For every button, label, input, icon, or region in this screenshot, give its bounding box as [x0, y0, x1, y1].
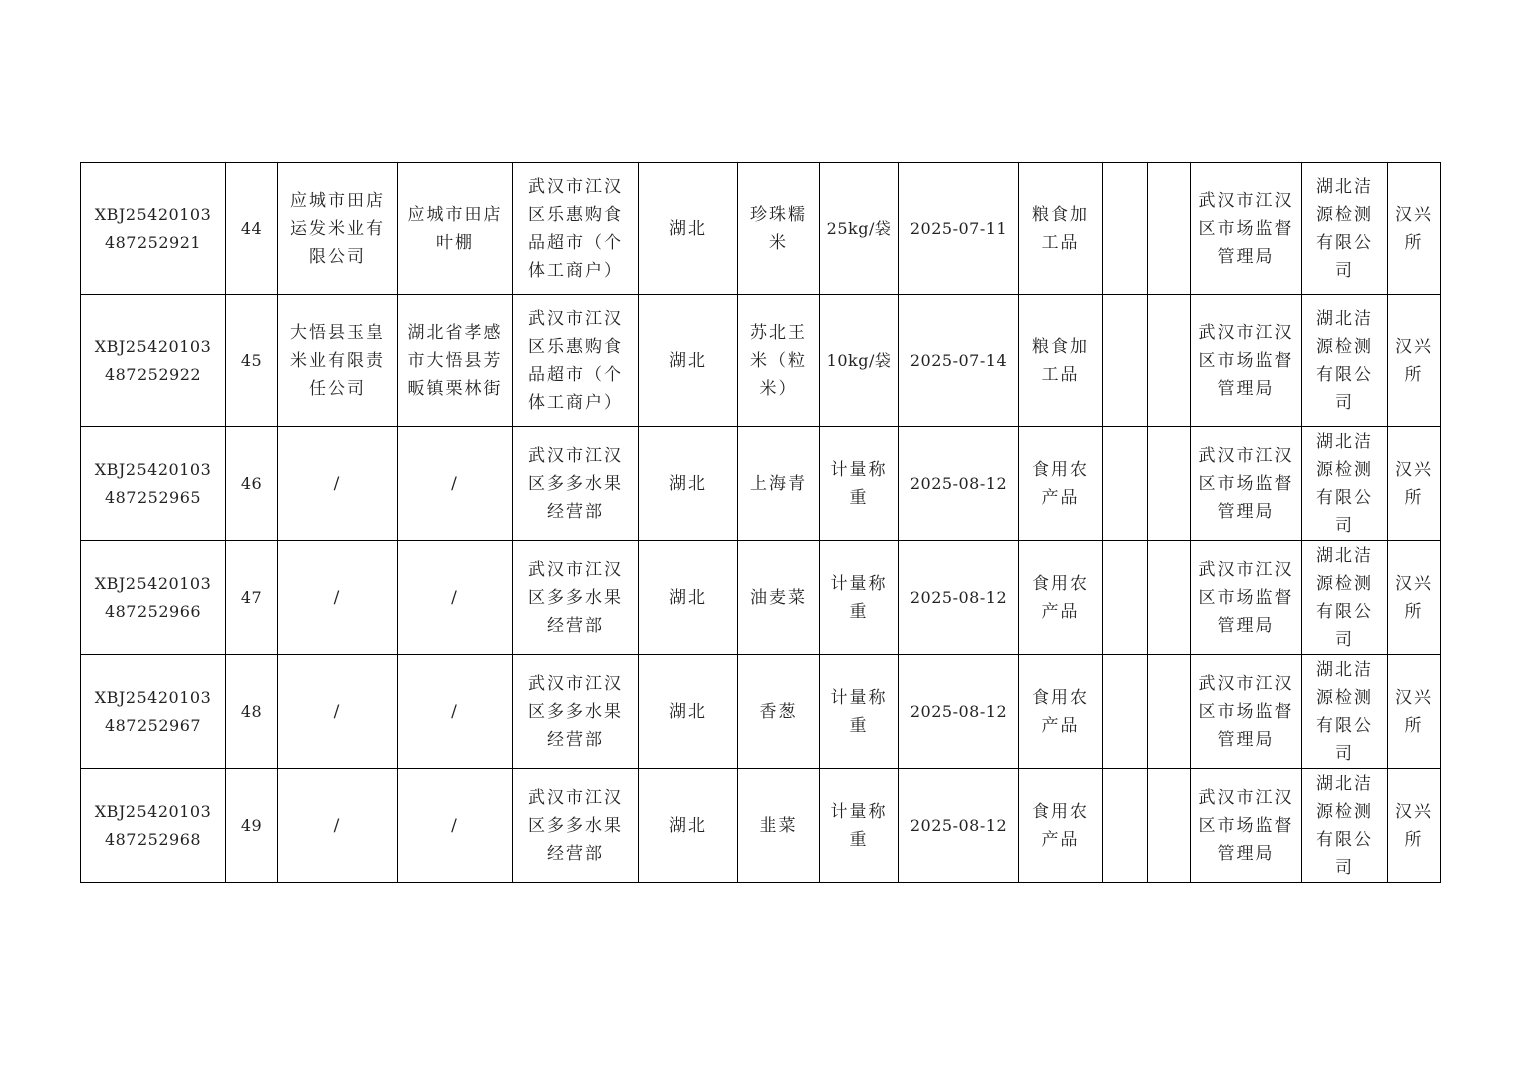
document-page [80, 162, 1440, 883]
office-cell: 汉兴所 [1388, 769, 1441, 883]
sequence-cell: 49 [226, 769, 278, 883]
spec-cell: 计量称重 [820, 769, 899, 883]
producer-address-cell: / [398, 427, 513, 541]
producer-cell: / [278, 427, 398, 541]
producer-address-cell: 应城市田店叶棚 [398, 163, 513, 295]
category-cell: 粮食加工品 [1019, 295, 1103, 427]
sampling-results-table [80, 162, 1441, 883]
table-row [81, 163, 1441, 295]
table-row [81, 655, 1441, 769]
producer-cell: / [278, 541, 398, 655]
category-cell: 食用农产品 [1019, 541, 1103, 655]
empty-cell [1148, 541, 1191, 655]
category-cell: 食用农产品 [1019, 769, 1103, 883]
sequence-cell: 45 [226, 295, 278, 427]
office-cell: 汉兴所 [1388, 163, 1441, 295]
sample-id-cell: XBJ25420103487252921 [81, 163, 226, 295]
empty-cell [1103, 769, 1148, 883]
empty-cell [1148, 295, 1191, 427]
task-source-cell: 武汉市江汉区市场监督管理局 [1191, 163, 1302, 295]
empty-cell [1148, 769, 1191, 883]
spec-cell: 计量称重 [820, 427, 899, 541]
date-cell: 2025-07-11 [899, 163, 1019, 295]
test-org-cell: 湖北洁源检测有限公司 [1302, 769, 1388, 883]
food-name-cell: 油麦菜 [738, 541, 820, 655]
province-cell: 湖北 [639, 769, 738, 883]
table-row [81, 541, 1441, 655]
task-source-cell: 武汉市江汉区市场监督管理局 [1191, 769, 1302, 883]
food-name-cell: 上海青 [738, 427, 820, 541]
spec-cell: 计量称重 [820, 541, 899, 655]
empty-cell [1148, 163, 1191, 295]
test-org-cell: 湖北洁源检测有限公司 [1302, 163, 1388, 295]
producer-cell: 大悟县玉皇米业有限责任公司 [278, 295, 398, 427]
province-cell: 湖北 [639, 295, 738, 427]
producer-cell: 应城市田店运发米业有限公司 [278, 163, 398, 295]
sequence-cell: 44 [226, 163, 278, 295]
date-cell: 2025-07-14 [899, 295, 1019, 427]
date-cell: 2025-08-12 [899, 427, 1019, 541]
sequence-cell: 46 [226, 427, 278, 541]
table-row [81, 427, 1441, 541]
empty-cell [1148, 427, 1191, 541]
producer-address-cell: / [398, 541, 513, 655]
date-cell: 2025-08-12 [899, 769, 1019, 883]
date-cell: 2025-08-12 [899, 655, 1019, 769]
sampled-unit-cell: 武汉市江汉区多多水果经营部 [513, 541, 639, 655]
office-cell: 汉兴所 [1388, 541, 1441, 655]
table-row [81, 295, 1441, 427]
test-org-cell: 湖北洁源检测有限公司 [1302, 295, 1388, 427]
category-cell: 粮食加工品 [1019, 163, 1103, 295]
office-cell: 汉兴所 [1388, 655, 1441, 769]
food-name-cell: 珍珠糯米 [738, 163, 820, 295]
category-cell: 食用农产品 [1019, 655, 1103, 769]
province-cell: 湖北 [639, 541, 738, 655]
sample-id-cell: XBJ25420103487252965 [81, 427, 226, 541]
test-org-cell: 湖北洁源检测有限公司 [1302, 427, 1388, 541]
sampled-unit-cell: 武汉市江汉区多多水果经营部 [513, 769, 639, 883]
sample-id-cell: XBJ25420103487252966 [81, 541, 226, 655]
spec-cell: 计量称重 [820, 655, 899, 769]
test-org-cell: 湖北洁源检测有限公司 [1302, 541, 1388, 655]
spec-cell: 25kg/袋 [820, 163, 899, 295]
table-row [81, 769, 1441, 883]
producer-address-cell: 湖北省孝感市大悟县芳畈镇栗林街 [398, 295, 513, 427]
food-name-cell: 苏北王米（粒米） [738, 295, 820, 427]
empty-cell [1103, 427, 1148, 541]
province-cell: 湖北 [639, 655, 738, 769]
task-source-cell: 武汉市江汉区市场监督管理局 [1191, 541, 1302, 655]
task-source-cell: 武汉市江汉区市场监督管理局 [1191, 427, 1302, 541]
sampled-unit-cell: 武汉市江汉区乐惠购食品超市（个体工商户） [513, 295, 639, 427]
task-source-cell: 武汉市江汉区市场监督管理局 [1191, 655, 1302, 769]
sampled-unit-cell: 武汉市江汉区乐惠购食品超市（个体工商户） [513, 163, 639, 295]
sequence-cell: 48 [226, 655, 278, 769]
producer-address-cell: / [398, 769, 513, 883]
producer-cell: / [278, 769, 398, 883]
category-cell: 食用农产品 [1019, 427, 1103, 541]
province-cell: 湖北 [639, 163, 738, 295]
sample-id-cell: XBJ25420103487252968 [81, 769, 226, 883]
food-name-cell: 韭菜 [738, 769, 820, 883]
test-org-cell: 湖北洁源检测有限公司 [1302, 655, 1388, 769]
spec-cell: 10kg/袋 [820, 295, 899, 427]
producer-address-cell: / [398, 655, 513, 769]
empty-cell [1148, 655, 1191, 769]
date-cell: 2025-08-12 [899, 541, 1019, 655]
sample-id-cell: XBJ25420103487252922 [81, 295, 226, 427]
office-cell: 汉兴所 [1388, 427, 1441, 541]
empty-cell [1103, 655, 1148, 769]
producer-cell: / [278, 655, 398, 769]
province-cell: 湖北 [639, 427, 738, 541]
sampled-unit-cell: 武汉市江汉区多多水果经营部 [513, 427, 639, 541]
sampled-unit-cell: 武汉市江汉区多多水果经营部 [513, 655, 639, 769]
empty-cell [1103, 295, 1148, 427]
office-cell: 汉兴所 [1388, 295, 1441, 427]
empty-cell [1103, 163, 1148, 295]
empty-cell [1103, 541, 1148, 655]
task-source-cell: 武汉市江汉区市场监督管理局 [1191, 295, 1302, 427]
sample-id-cell: XBJ25420103487252967 [81, 655, 226, 769]
food-name-cell: 香葱 [738, 655, 820, 769]
sequence-cell: 47 [226, 541, 278, 655]
